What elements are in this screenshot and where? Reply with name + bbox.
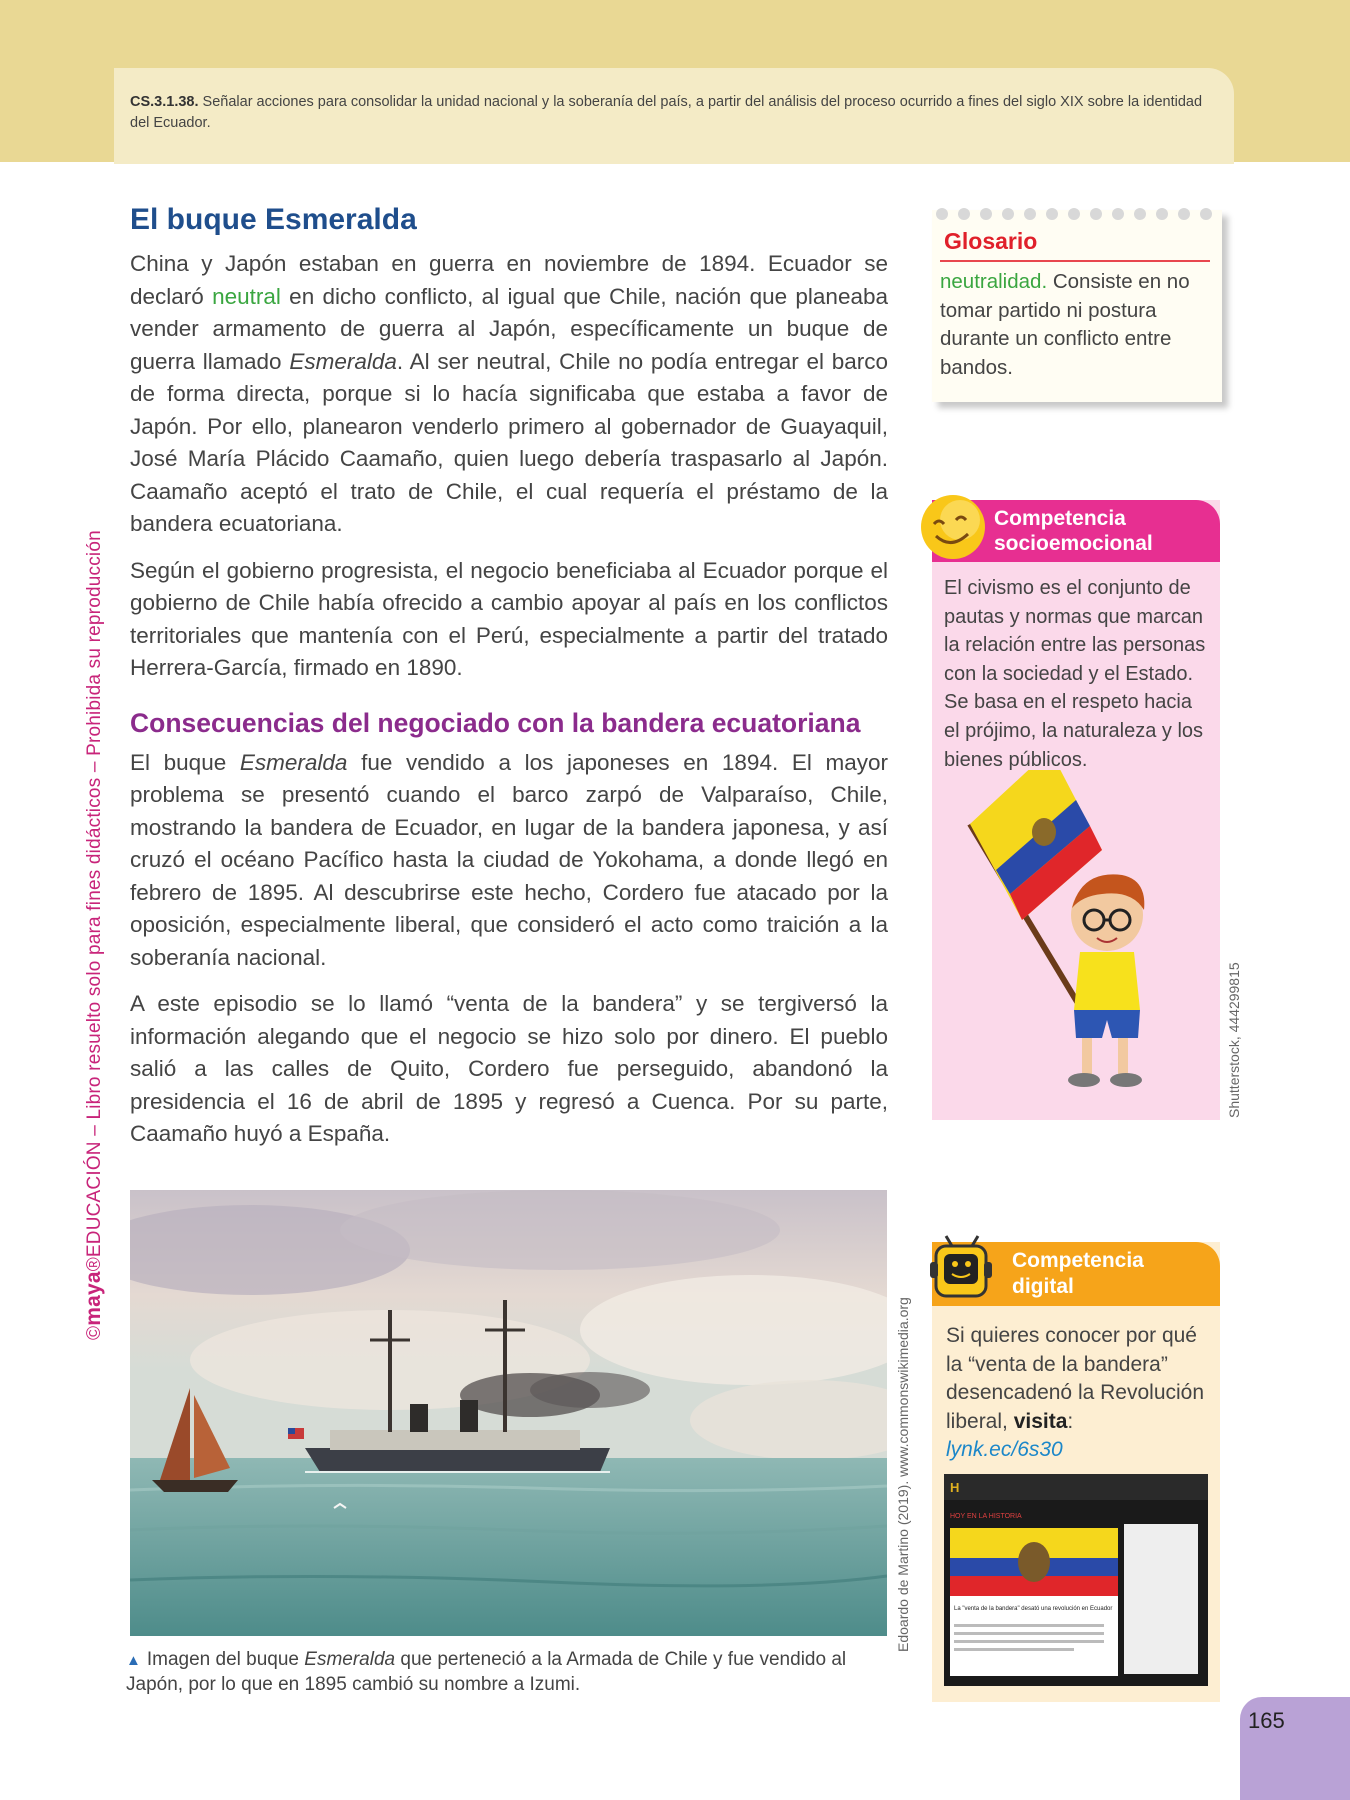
socioemotional-text: El civismo es el conjunto de pautas y normas que marcan la relación entre las personas con la sociedad y el Estado. Se basa en el respeto hacia el prójimo, la naturaleza y los bienes públicos. [944,577,1206,771]
copyright-symbol: © [84,1325,105,1340]
paragraph: China y Japón estaban en guerra en noviembre de 1894. Ecuador se declaró neutral en dicho conflicto, al igual que Chile, nación que planeaba vender armamento de guerra al Japón, específicamente un buque de guerra llamado Esmeralda. Al ser neutral, Chile no podía entregar el barco de forma directa, porque si lo hacía significaba que estaba a favor de Japón. Por ello, planearon venderlo primero al gobernador de Guayaquil, José María Plácido Caamaño, quien luego debería traspasarlo al Japón. Caamaño aceptó el trato de Chile, el cual requería el préstamo de la bandera ecuatoriana. [130,251,889,536]
page-number: 165 [1248,1708,1285,1733]
section-title-esmeralda: El buque Esmeralda [130,203,417,236]
screenshot-heading: HOY EN LA HISTORIA [950,1513,1022,1520]
socioemotional-box [932,500,1220,1120]
caption-triangle-icon: ▲ [126,1652,141,1669]
brand-logo: maya [82,1271,105,1326]
paragraph: A este episodio se lo llamó “venta de la bandera” y se tergiversó la información alegando que el negocio se hizo solo por dinero. El pueblo salió a las calles de Quito, Cordero fue perseguido, abandonó la presidencia el 16 de abril de 1895 y regresó a Cuenca. Por su parte, Caamaño huyó a España. [130,991,888,1146]
robot-mascot-icon [928,1232,1000,1308]
ship-painting [130,1190,887,1636]
objective-code: CS.3.1.38. [130,94,199,110]
paragraph: El buque Esmeralda fue vendido a los japoneses en 1894. El mayor problema se presentó cuando el barco zarpó de Valparaíso, Chile, mostrando la bandera de Ecuador, en lugar de la bandera japonesa, y así cruzó el océano Pacífico hasta la ciudad de Yokohama, a donde llegó en febrero de 1895. Al descubrirse este hecho, Cordero fue atacado por la oposición, especialmente liberal, que consideró el acto como traición a la soberanía nacional. [130,749,889,970]
website-screenshot [944,1474,1208,1686]
learning-objective [114,68,1234,164]
copyright-notice: ®EDUCACIÓN – Libro resuelto solo para fines didácticos – Prohibida su reproducción [84,530,105,1272]
glossary-box [932,210,1222,402]
boy-with-flag-illustration [932,770,1192,1115]
smiley-face-icon [918,492,988,562]
main-content [130,200,888,1165]
visit-label: visita [1013,1409,1068,1433]
digital-link[interactable]: lynk.ec/6s30 [946,1438,1063,1462]
glossary-term-neutral: neutral [212,283,281,309]
glossary-title: Glosario [944,228,1038,254]
digital-text: Si quieres conocer por qué la “venta de la bandera” desencadenó la Revolución liberal, visita: lynk.ec/6s30 [946,1324,1205,1462]
digital-box [932,1242,1220,1702]
objective-text: Señalar acciones para consolidar la unidad nacional y la soberanía del país, a partir del análisis del proceso ocurrido a fines del siglo XIX sobre la identidad del Ecuador. [130,94,1203,131]
glossary-entry [940,268,1210,382]
glossary-definition: Consiste en no tomar partido ni postura durante un conflicto entre bandos. [940,270,1190,379]
image-caption: ▲ Imagen del buque Esmeralda que perteneció a la Armada de Chile y fue vendido al Japón, por lo que en 1895 cambió su nombre a Izumi. [126,1649,847,1695]
notebook-rings-icon [932,206,1222,222]
glossary-divider [940,260,1210,262]
illustration-credit: Shutterstock, 444299815 [1226,962,1242,1118]
screenshot-article-title: La "venta de la bandera" desató una revolución en Ecuador [954,1606,1113,1612]
svg-text:H: H [950,1480,960,1495]
section-title-consecuencias: Consecuencias del negociado con la bandera ecuatoriana [130,707,861,738]
socioemotional-title: Competencia socioemocional [994,507,1153,555]
image-credit: Edoardo de Martino (2019). www.commonswikimedia.org [895,1297,911,1652]
paragraph: Según el gobierno progresista, el negocio beneficiaba al Ecuador porque el gobierno de Chile había ofrecido a cambio apoyar al país en los conflictos territoriales que mantenía con el Perú, especialmente a partir del tratado Herrera-García, firmado en 1890. [130,557,888,680]
digital-title: Competencia digital [1012,1249,1144,1298]
glossary-term: neutralidad. [940,270,1048,293]
copyright-side-text [82,530,106,1340]
